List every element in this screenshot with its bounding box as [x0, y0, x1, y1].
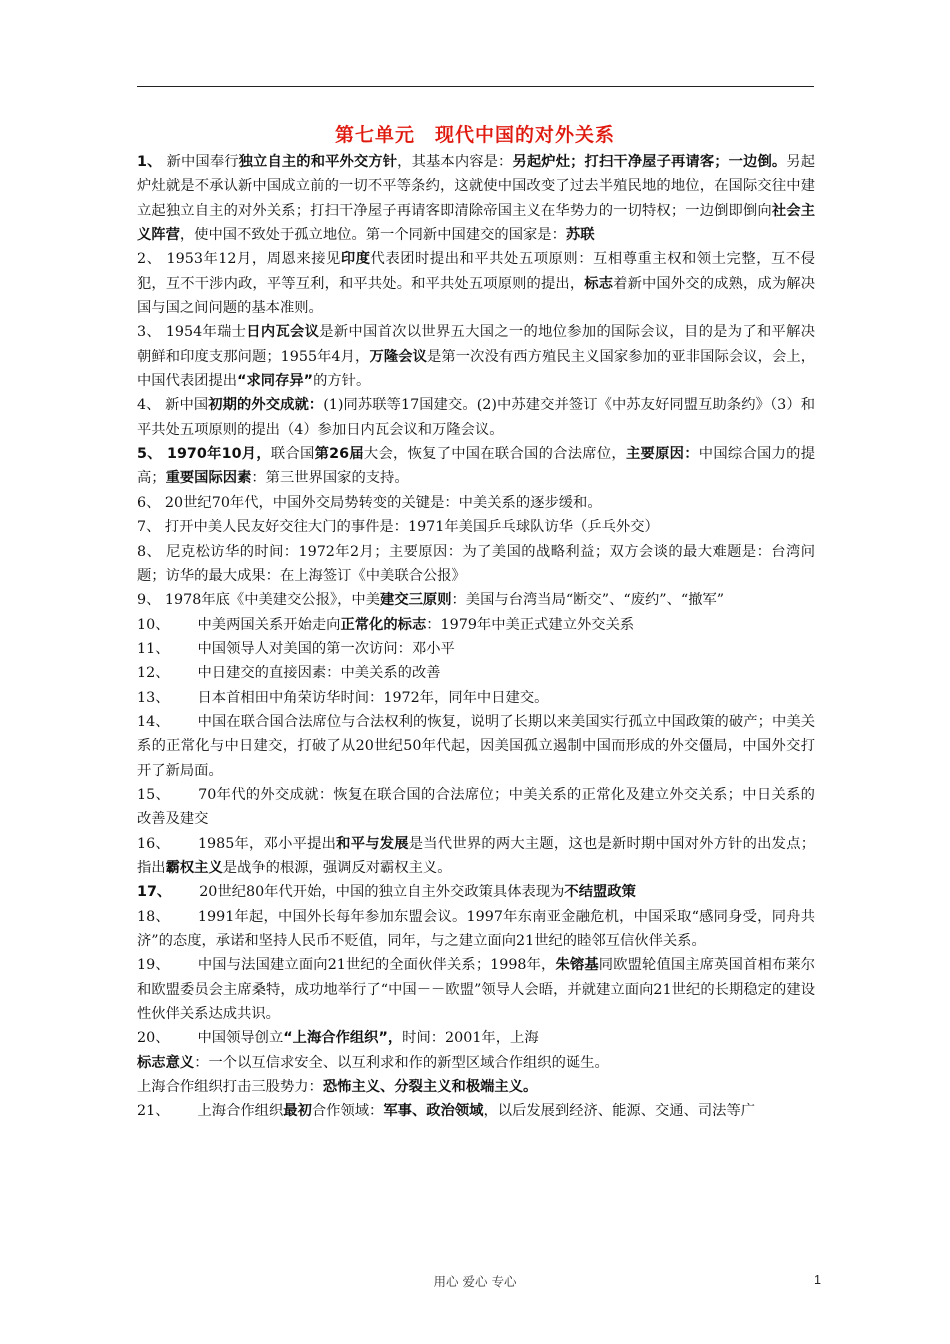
body-text: 70年代的外交成就：恢复在联合国的合法席位；中美关系的正常化及建立外交关系；中日关系的改善及建交 — [137, 786, 815, 828]
body-text: 3、 1954年瑞士 — [137, 324, 247, 341]
body-text: 中日建交的直接因素：中美关系的改善 — [197, 665, 441, 682]
body-text: 4、 新中国 — [137, 397, 209, 414]
body-text: 18、 — [137, 908, 170, 925]
body-text: 的方针。 — [313, 373, 371, 390]
bold-text: 另起炉灶；打扫干净屋子再请客；一边倒。 — [512, 154, 787, 170]
body-text: 中国领导人对美国的第一次访问：邓小平 — [197, 640, 455, 657]
bold-text: “求同存异” — [237, 373, 314, 390]
bold-text: 建交三原则 — [380, 592, 452, 609]
body-text: 是第一次没有西方殖民主义国家参加的亚非国际会议，会上，中国代表团提出 — [137, 348, 816, 390]
body-text: 2、 1953年12月，周恩来接见 — [137, 251, 341, 268]
list-item — [137, 1099, 815, 1123]
bold-text: 5、 1970年10月， — [137, 446, 271, 463]
bold-text: “上海合作组织”， — [283, 1030, 403, 1047]
list-item — [137, 905, 815, 954]
bold-text: 万隆会议 — [369, 348, 427, 365]
bold-text: 日内瓦会议 — [246, 324, 320, 341]
body-text: ：美国与台湾当局“断交”、“废约”、“撤军” — [451, 592, 725, 609]
document-body — [137, 150, 815, 1124]
body-text: ：一个以互信求安全、以互利求和作的新型区域合作组织的诞生。 — [194, 1054, 609, 1071]
bold-text: 标志意义 — [137, 1054, 195, 1071]
page-title: 第七单元 现代中国的对外关系 — [334, 124, 615, 146]
body-text: 12、 — [137, 665, 170, 682]
body-text: 中国与法国建立面向21世纪的全面伙伴关系；1998年， — [197, 957, 556, 974]
list-item — [137, 150, 815, 247]
body-text: 上海合作组织打击三股势力： — [137, 1079, 323, 1096]
body-text: 大会，恢复了中国在联合国的合法席位， — [363, 446, 626, 463]
body-text: 13、 — [137, 689, 170, 706]
body-text: 8、 尼克松访华的时间：1972年2月；主要原因：为了美国的战略利益；双方会谈的最大难题是：台湾问题；访华的最大成果：在上海签订《中美联合公报》 — [137, 543, 815, 584]
list-item — [137, 661, 815, 685]
bold-text: 17、 — [137, 884, 172, 901]
bold-text: 苏联 — [565, 227, 595, 244]
body-text: ，使中国不致处于孤立地位。第一个同新中国建交的国家是： — [179, 227, 566, 244]
body-text: 9、 1978年底《中美建交公报》，中美 — [137, 592, 381, 609]
body-text: 16、 — [137, 835, 170, 852]
header-rule — [137, 86, 814, 87]
bold-text: 最初 — [283, 1103, 312, 1120]
list-item — [137, 247, 815, 320]
body-text: 20世纪80年代开始，中国的独立自主外交政策具体表现为 — [199, 884, 565, 901]
list-item — [137, 1026, 815, 1050]
body-text: 时间：2001年，上海 — [402, 1030, 539, 1047]
list-item — [137, 1075, 815, 1099]
body-text: 7、 打开中美人民友好交往大门的事件是：1971年美国乒乓球队访华（乒乓外交） — [137, 519, 659, 536]
list-item — [137, 953, 815, 1026]
list-item — [137, 320, 815, 393]
body-text: 着新中国外交的成熟，成为解决国与国之间问题的基本准则。 — [137, 275, 816, 317]
body-text: 21、 — [137, 1103, 170, 1120]
bold-text: 印度 — [340, 251, 371, 268]
list-item — [137, 491, 815, 515]
bold-text: 恐怖主义、分裂主义和极端主义。 — [322, 1079, 538, 1096]
list-item — [137, 710, 815, 783]
body-text: ，以后发展到经济、能源、交通、司法等广 — [483, 1103, 756, 1120]
bold-text: 第26届 — [314, 446, 364, 463]
bold-text: 标志 — [584, 275, 614, 292]
bold-text: 1、 — [137, 154, 167, 170]
page-footer: 用心 爱心 专心 — [433, 1274, 517, 1289]
list-item — [137, 540, 815, 589]
body-text: 日本首相田中角荣访华时间：1972年，同年中日建交。 — [197, 689, 549, 706]
list-item — [137, 393, 815, 442]
bold-text: 不结盟政策 — [564, 884, 636, 901]
body-text: 中美两国关系开始走向 — [197, 616, 341, 633]
list-item — [137, 832, 815, 881]
bold-text: 初期的外交成就： — [208, 397, 324, 414]
list-item — [137, 880, 815, 904]
body-text: ，其基本内容是： — [397, 154, 513, 170]
page-number: 1 — [814, 1273, 821, 1287]
body-text: ：1979年中美正式建立外交关系 — [426, 616, 635, 633]
list-item — [137, 515, 815, 539]
body-text: 1985年，邓小平提出 — [197, 835, 337, 852]
body-text: 10、 — [137, 616, 170, 633]
body-text: 合作领域： — [311, 1103, 384, 1120]
body-text: 6、 20世纪70年代，中国外交局势转变的关键是：中美关系的逐步缓和。 — [137, 494, 602, 511]
list-item — [137, 1051, 815, 1075]
list-item — [137, 686, 815, 710]
bold-text: 社会主义阵营 — [137, 202, 815, 244]
bold-text: 军事、政治领域 — [383, 1103, 484, 1120]
list-item — [137, 588, 815, 612]
body-text: 19、 — [137, 957, 170, 974]
body-text: 是当代世界的两大主题，这也是新时期中国对外方针的出发点；指出 — [137, 835, 816, 876]
bold-text: 和平与发展 — [336, 835, 409, 852]
bold-text: 主要原因： — [625, 446, 699, 463]
bold-text: 独立自主的和平外交方针 — [238, 154, 398, 170]
body-text: 中国领导创立 — [197, 1030, 284, 1047]
body-text: 15、 — [137, 786, 171, 803]
body-text: 11、 — [137, 640, 170, 657]
bold-text: 重要国际因素 — [165, 470, 252, 487]
bold-text: 霸权主义 — [165, 859, 223, 876]
bold-text: 正常化的标志 — [340, 616, 427, 633]
list-item — [137, 637, 815, 661]
bold-text: 朱镕基 — [555, 957, 599, 974]
body-text: 联合国 — [270, 446, 315, 463]
body-text: 是战争的根源，强调反对霸权主义。 — [222, 859, 452, 876]
body-text: ：第三世界国家的支持。 — [251, 470, 409, 487]
body-text: 中国综合国力的提高； — [137, 446, 816, 487]
body-text: 代表团时提出和平共处五项原则：互相尊重主权和领土完整，互不侵犯，互不干涉内政，平等互利，和平共处。和平共处五项原则的提出， — [137, 251, 816, 292]
body-text: (1)同苏联等17国建交。(2)中苏建交并签订《中苏友好同盟互助条约》（3）和平共处五项原则的提出（4）参加日内瓦会议和万隆会议。 — [137, 397, 816, 438]
body-text: 是新中国首次以世界五大国之一的地位参加的国际会议，目的是为了和平解决朝鲜和印度支那问题；1955年4月， — [137, 324, 816, 365]
list-item — [137, 613, 815, 637]
body-text: 中国在联合国合法席位与合法权利的恢复，说明了长期以来美国实行孤立中国政策的破产；中美关系的正常化与中日建交，打破了从20世纪50年代起，因美国孤立遏制中国而形成的外交僵局，中国外交打开了新局面。 — [137, 713, 815, 779]
list-item — [137, 783, 815, 832]
body-text: 另起炉灶就是不承认新中国成立前的一切不平等条约，这就使中国改变了过去半殖民地的地位，在国际交往中建立起独立自主的对外关系；打扫干净屋子再请客即清除帝国主义在华势力的一切特权；一边倒即倒向 — [137, 154, 816, 219]
body-text: 20、 — [137, 1030, 170, 1047]
list-item — [137, 442, 815, 491]
body-text: 新中国奉行 — [166, 154, 239, 170]
body-text: 14、 — [137, 713, 170, 730]
body-text: 同欧盟轮值国主席英国首相布莱尔和欧盟委员会主席桑特，成功地举行了“中国－－欧盟”领导人会晤，并就建立面向21世纪的长期稳定的建设性伙伴关系达成共识。 — [137, 957, 816, 1023]
body-text: 1991年起，中国外长每年参加东盟会议。1997年东南亚金融危机，中国采取“感同身受，同舟共济”的态度，承诺和坚持人民币不贬值，同年，与之建立面向21世纪的睦邻互信伙伴关系。 — [137, 908, 815, 949]
body-text: 上海合作组织 — [197, 1103, 284, 1120]
